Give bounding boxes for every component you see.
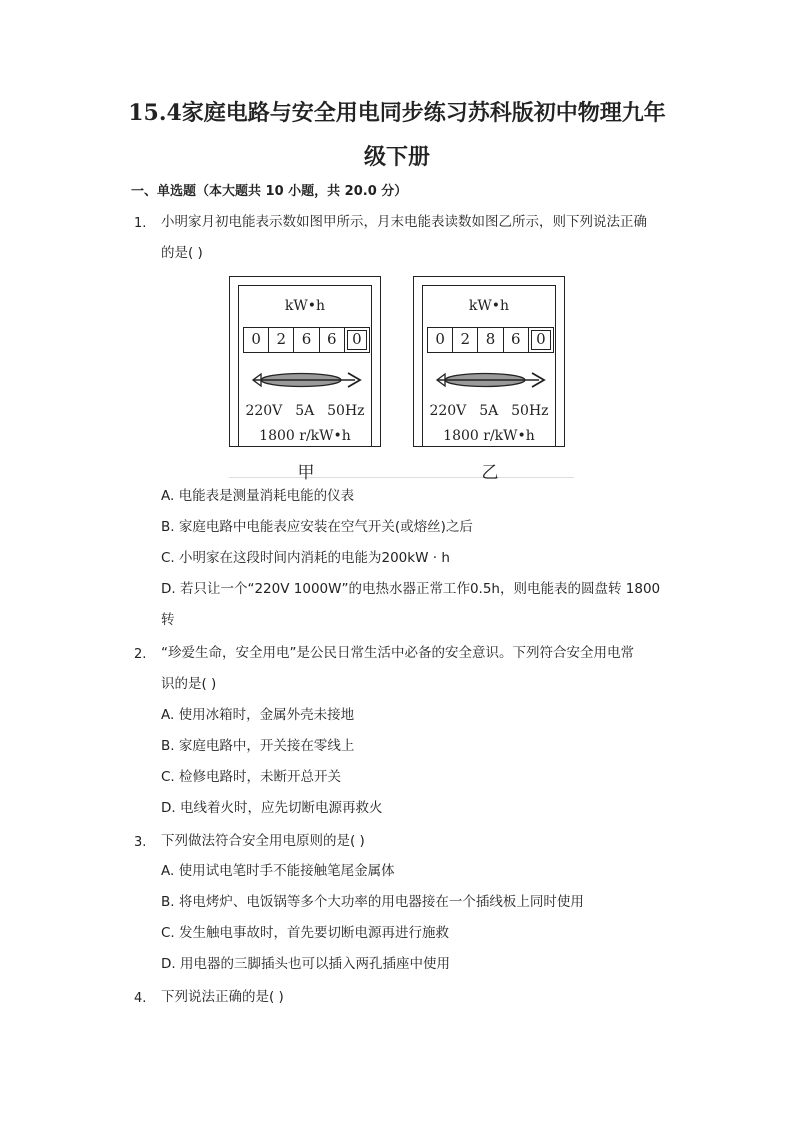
meter-digit: 6 (294, 328, 319, 352)
rotating-disk-arrow-icon (433, 368, 549, 392)
q1-option-d-line2: 转 (161, 612, 175, 628)
doc-title-line1: 15.4家庭电路与安全用电同步练习苏科版初中物理九年 (128, 100, 666, 126)
meter-jia (229, 276, 381, 447)
q2-option-a: A. 使用冰箱时，金属外壳未接地 (161, 707, 355, 723)
meter-digit-decimal: 0 (529, 328, 553, 352)
q3-stem: 下列做法符合安全用电原则的是( ) (161, 833, 365, 849)
q1-stem-line2: 的是( ) (161, 245, 203, 261)
section-heading: 一、单选题（本大题共 10 小题，共 20.0 分） (131, 184, 408, 199)
q3-option-a: A. 使用试电笔时手不能接触笔尾金属体 (161, 863, 395, 879)
figure-caption-jia: 甲 (297, 463, 315, 483)
meter-digit: 6 (320, 328, 345, 352)
meter-voltage: 220V (429, 403, 467, 419)
q2-number: 2. (134, 647, 147, 662)
q1-option-b: B. 家庭电路中电能表应安装在空气开关(或熔丝)之后 (161, 519, 473, 535)
q3-number: 3. (134, 835, 147, 850)
meter-specs (239, 403, 371, 419)
q2-option-b: B. 家庭电路中，开关接在零线上 (161, 738, 355, 754)
meter-digits (243, 327, 370, 353)
meter-digit: 0 (244, 328, 269, 352)
q1-option-a: A. 电能表是测量消耗电能的仪表 (161, 488, 355, 504)
meter-revolutions: 1800 r/kW•h (443, 428, 535, 444)
meter-unit: kW•h (468, 298, 510, 314)
meter-digit: 2 (269, 328, 294, 352)
meter-revolutions: 1800 r/kW•h (259, 428, 351, 444)
meter-digits (427, 327, 554, 353)
meter-digit: 2 (453, 328, 478, 352)
q2-option-d: D. 电线着火时，应先切断电源再救火 (161, 800, 383, 816)
q4-stem: 下列说法正确的是( ) (161, 989, 284, 1005)
q3-option-c: C. 发生触电事故时，首先要切断电源再进行施救 (161, 925, 450, 941)
q1-option-d-line1: D. 若只让一个“220V 1000W”的电热水器正常工作0.5h，则电能表的圆盘转 1800 (161, 581, 661, 597)
figure-caption-yi: 乙 (481, 463, 499, 483)
meter-voltage: 220V (245, 403, 283, 419)
meter-digit: 0 (428, 328, 453, 352)
meter-unit: kW•h (284, 298, 326, 314)
q1-number: 1. (134, 216, 147, 231)
q1-stem-line1: 小明家月初电能表示数如图甲所示，月末电能表读数如图乙所示，则下列说法正确 (161, 214, 647, 230)
q2-stem-line1: “珍爱生命，安全用电”是公民日常生活中必备的安全意识。下列符合安全用电常 (161, 645, 634, 661)
meter-digit: 8 (478, 328, 503, 352)
meter-digit: 6 (504, 328, 529, 352)
meter-specs (423, 403, 555, 419)
q3-option-b: B. 将电烤炉、电饭锅等多个大功率的用电器接在一个插线板上同时使用 (161, 894, 584, 910)
q2-stem-line2: 识的是( ) (161, 676, 217, 692)
meter-frequency: 50Hz (327, 403, 365, 419)
meter-current: 5A (295, 403, 315, 419)
q1-option-c: C. 小明家在这段时间内消耗的电能为200kW · h (161, 550, 450, 566)
q3-option-d: D. 用电器的三脚插头也可以插入两孔插座中使用 (161, 956, 450, 972)
rotating-disk-arrow-icon (249, 368, 365, 392)
meter-current: 5A (479, 403, 499, 419)
meter-yi (413, 276, 565, 447)
figure-baseline (229, 477, 574, 478)
meter-digit-decimal: 0 (345, 328, 369, 352)
meter-frequency: 50Hz (511, 403, 549, 419)
q4-number: 4. (134, 991, 147, 1006)
q2-option-c: C. 检修电路时，未断开总开关 (161, 769, 342, 785)
doc-title-line2: 级下册 (363, 144, 430, 170)
